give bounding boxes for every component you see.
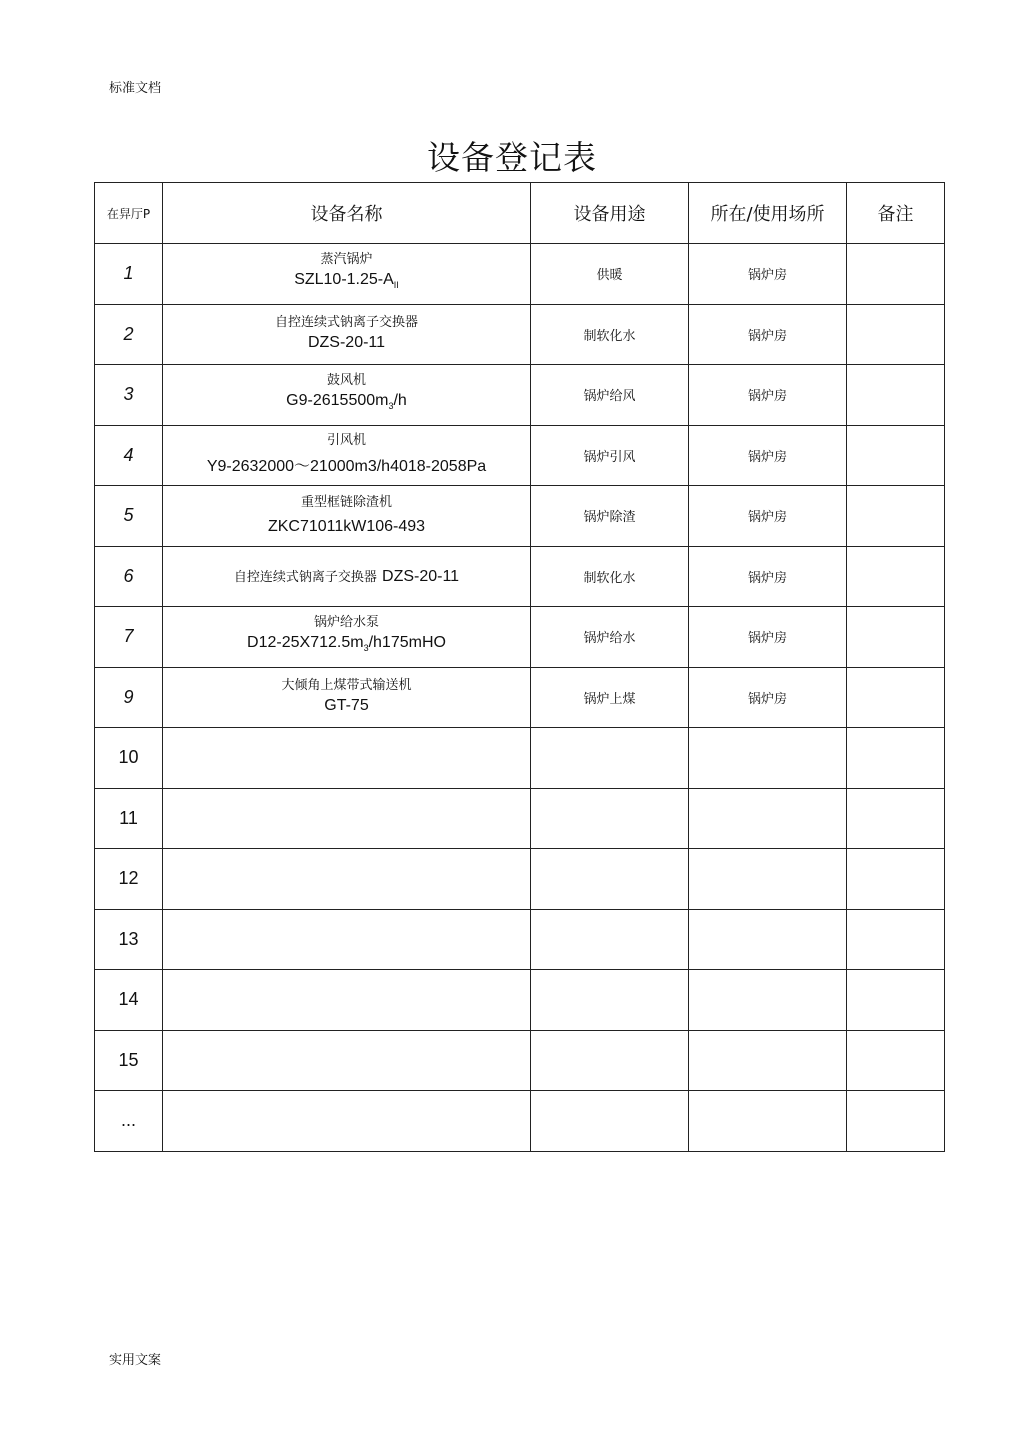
equipment-name: 蒸汽锅炉: [320, 252, 373, 268]
page-header-text: 标准文档: [109, 81, 162, 96]
equipment-name-cell: [163, 849, 531, 910]
row-number: 5: [95, 486, 163, 547]
column-header-number: 在舁厅P: [95, 183, 163, 244]
row-number: 1: [95, 244, 163, 305]
usage-cell: 制软化水: [531, 546, 689, 607]
equipment-name-cell: [163, 909, 531, 970]
equipment-name: 引风机: [326, 433, 366, 449]
location-cell: [689, 1030, 847, 1091]
usage-cell: 锅炉给风: [531, 365, 689, 426]
usage-cell: 制软化水: [531, 304, 689, 365]
row-number: 13: [95, 909, 163, 970]
equipment-name: 重型框链除渣机: [300, 494, 392, 510]
remark-cell: [847, 365, 945, 426]
location-cell: 锅炉房: [689, 667, 847, 728]
equipment-name: 自控连续式钠离子交换器: [233, 570, 377, 586]
equipment-name-cell: [163, 970, 531, 1031]
equipment-name-cell: [163, 607, 531, 668]
equipment-model: GT-75: [324, 697, 369, 715]
row-number: 15: [95, 1030, 163, 1091]
equipment-model: $G9-2615500m_3/h$: [286, 392, 407, 412]
row-number: 4: [95, 425, 163, 486]
usage-cell: [531, 1030, 689, 1091]
equipment-model: $D12-25X712.5m_3/h175mHO$: [247, 634, 446, 654]
row-number: 12: [95, 849, 163, 910]
table-row: [95, 849, 945, 910]
equipment-name-cell: [163, 244, 531, 305]
equipment-name-cell: [163, 304, 531, 365]
equipment-name-cell: [163, 667, 531, 728]
row-number: 6: [95, 546, 163, 607]
location-cell: 锅炉房: [689, 304, 847, 365]
usage-cell: 锅炉给水: [531, 607, 689, 668]
equipment-model: DZS-20-11: [382, 568, 460, 586]
location-cell: [689, 909, 847, 970]
column-header-location: 所在/使用场所: [689, 183, 847, 244]
remark-cell: [847, 244, 945, 305]
location-cell: 锅炉房: [689, 425, 847, 486]
usage-cell: [531, 1091, 689, 1152]
table-row: [95, 970, 945, 1031]
equipment-register-table: [94, 182, 945, 1152]
equipment-name: 锅炉给水泵: [313, 615, 379, 631]
table-row: [95, 1091, 945, 1152]
equipment-name: 自控连续式钠离子交换器: [274, 315, 418, 331]
location-cell: 锅炉房: [689, 546, 847, 607]
location-cell: 锅炉房: [689, 607, 847, 668]
equipment-model: DZS-20-11: [307, 334, 386, 352]
remark-cell: [847, 546, 945, 607]
equipment-model: Y9-2632000～21000m3/h4018-2058Pa: [206, 458, 487, 476]
row-number: 14: [95, 970, 163, 1031]
location-cell: 锅炉房: [689, 486, 847, 547]
table-row: [95, 244, 945, 305]
location-cell: 锅炉房: [689, 365, 847, 426]
row-number: 9: [95, 667, 163, 728]
location-cell: [689, 849, 847, 910]
usage-cell: 锅炉除渣: [531, 486, 689, 547]
location-cell: [689, 788, 847, 849]
equipment-name-cell: [163, 1030, 531, 1091]
equipment-name-cell: [163, 546, 531, 607]
table-row: [95, 607, 945, 668]
table-row: [95, 365, 945, 426]
row-number: 10: [95, 728, 163, 789]
equipment-name: 大倾角上煤带式输送机: [281, 678, 412, 694]
page-title: 设备登记表: [427, 138, 597, 177]
remark-cell: [847, 1091, 945, 1152]
equipment-model: $SZL10-1.25-A_{II}$: [294, 271, 399, 291]
remark-cell: [847, 909, 945, 970]
location-cell: [689, 1091, 847, 1152]
usage-cell: [531, 849, 689, 910]
usage-cell: [531, 909, 689, 970]
remark-cell: [847, 667, 945, 728]
row-number: ...: [95, 1091, 163, 1152]
remark-cell: [847, 486, 945, 547]
equipment-name-cell: [163, 486, 531, 547]
table-row: [95, 1030, 945, 1091]
location-cell: [689, 970, 847, 1031]
row-number: 3: [95, 365, 163, 426]
usage-cell: 供暖: [531, 244, 689, 305]
usage-cell: 锅炉引风: [531, 425, 689, 486]
table-row: [95, 425, 945, 486]
column-header-remark: 备注: [847, 183, 945, 244]
location-cell: 锅炉房: [689, 244, 847, 305]
remark-cell: [847, 849, 945, 910]
row-number: 2: [95, 304, 163, 365]
usage-cell: 锅炉上煤: [531, 667, 689, 728]
remark-cell: [847, 970, 945, 1031]
equipment-name-cell: [163, 365, 531, 426]
table-row: [95, 909, 945, 970]
usage-cell: [531, 970, 689, 1031]
table-row: [95, 788, 945, 849]
equipment-name: 鼓风机: [326, 373, 366, 389]
row-number: 11: [95, 788, 163, 849]
equipment-name-cell: [163, 728, 531, 789]
remark-cell: [847, 425, 945, 486]
row-number: 7: [95, 607, 163, 668]
column-header-usage: 设备用途: [531, 183, 689, 244]
equipment-name-cell: [163, 425, 531, 486]
table-row: [95, 486, 945, 547]
table-row: [95, 546, 945, 607]
table-row: [95, 304, 945, 365]
remark-cell: [847, 1030, 945, 1091]
remark-cell: [847, 788, 945, 849]
remark-cell: [847, 728, 945, 789]
equipment-model: ZKC71011kW106-493: [267, 517, 426, 535]
remark-cell: [847, 304, 945, 365]
location-cell: [689, 728, 847, 789]
table-header-row: [95, 183, 945, 244]
table-row: [95, 728, 945, 789]
equipment-name-cell: [163, 788, 531, 849]
equipment-name-cell: [163, 1091, 531, 1152]
table-row: [95, 667, 945, 728]
remark-cell: [847, 607, 945, 668]
usage-cell: [531, 788, 689, 849]
column-header-equipment-name: 设备名称: [163, 183, 531, 244]
usage-cell: [531, 728, 689, 789]
page-footer-text: 实用文案: [109, 1353, 162, 1368]
